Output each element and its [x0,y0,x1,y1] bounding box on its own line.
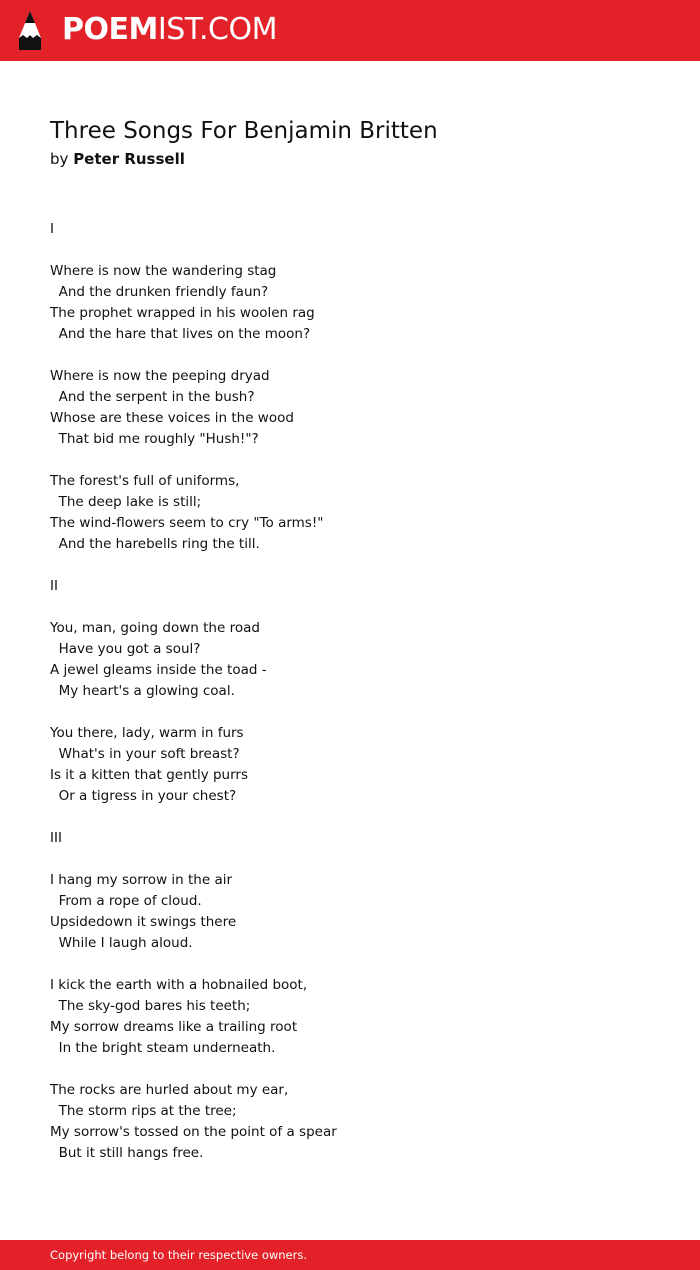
poem-line: My heart's a glowing coal. [50,683,235,699]
poem-body [50,219,337,1164]
stanza-break [50,555,337,576]
poem-line: And the serpent in the bush? [50,389,255,405]
poem-line: Have you got a soul? [50,641,201,657]
poem-line: The prophet wrapped in his woolen rag [50,305,315,321]
poem-line: The wind-flowers seem to cry "To arms!" [50,515,324,531]
logo-text-light: IST.COM [157,12,277,47]
stanza-break [50,849,337,870]
site-logo[interactable] [62,12,277,48]
poem-line: And the drunken friendly faun? [50,284,269,300]
poem-line: Upsidedown it swings there [50,914,237,930]
poem-line: The storm rips at the tree; [50,1103,237,1119]
logo-text-bold: POEM [62,12,158,47]
poem-line: And the harebells ring the till. [50,536,260,552]
poem-line: Whose are these voices in the wood [50,410,294,426]
poem-line: I [50,221,54,237]
poem-line: What's in your soft breast? [50,746,240,762]
poem-line: II [50,578,58,594]
poem-line: That bid me roughly "Hush!"? [50,431,259,447]
site-header [0,0,700,61]
by-label: by [50,150,69,168]
poem-line: Or a tigress in your chest? [50,788,237,804]
poem-line: Where is now the wandering stag [50,263,277,279]
stanza-break [50,240,337,261]
poem-line: III [50,830,62,846]
poem-line: My sorrow's tossed on the point of a spear [50,1124,337,1140]
poem-line: In the bright steam underneath. [50,1040,276,1056]
poem-byline [50,149,185,169]
poem-line: Where is now the peeping dryad [50,368,270,384]
stanza-break [50,702,337,723]
stanza-break [50,345,337,366]
poem-line: While I laugh aloud. [50,935,193,951]
poem-title: Three Songs For Benjamin Britten [50,118,438,144]
poem-line: You, man, going down the road [50,620,260,636]
poem-line: The rocks are hurled about my ear, [50,1082,289,1098]
poem-line: I hang my sorrow in the air [50,872,233,888]
poem-line: But it still hangs free. [50,1145,204,1161]
poem-line: Is it a kitten that gently purrs [50,767,248,783]
stanza-break [50,807,337,828]
poem-line: My sorrow dreams like a trailing root [50,1019,298,1035]
stanza-break [50,1059,337,1080]
copyright-text: Copyright belong to their respective owners. [50,1248,308,1262]
stanza-break [50,954,337,975]
poem-line: The deep lake is still; [50,494,202,510]
stanza-break [50,450,337,471]
pencil-tip-icon[interactable] [18,10,42,51]
site-footer [0,1240,700,1270]
poem-line: You there, lady, warm in furs [50,725,244,741]
poem-line: I kick the earth with a hobnailed boot, [50,977,308,993]
poem-line: From a rope of cloud. [50,893,202,909]
poem-line: The forest's full of uniforms, [50,473,240,489]
poem-author: Peter Russell [73,150,185,168]
poem-line: And the hare that lives on the moon? [50,326,311,342]
stanza-break [50,597,337,618]
poem-line: The sky-god bares his teeth; [50,998,251,1014]
poem-line: A jewel gleams inside the toad - [50,662,267,678]
